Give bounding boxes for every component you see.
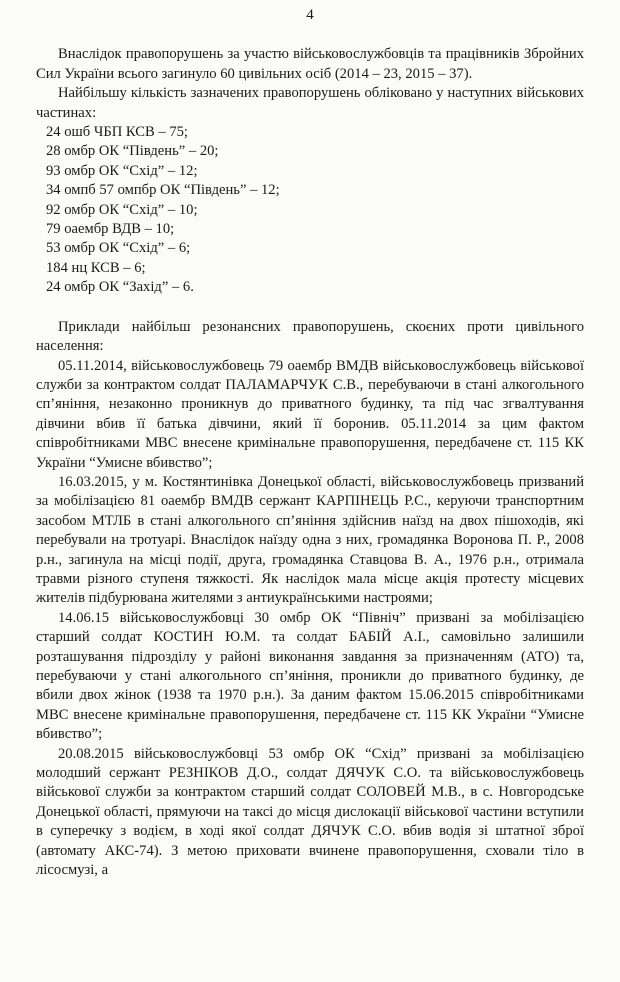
case-paragraph: 05.11.2014, військовослужбовець 79 оаембр ВМДВ військовослужбовець військової служби за контрактом солдат ПАЛАМАРЧУК С.В., перебуваючи в стані алкогольного сп’яніння, незаконно проникнув до приватного будинку, та під час згвалтування дівчини вбив її батька дівчини, який її боронив. 05.11.2014 за цим фактом співробітниками МВС внесене кримінальне правопорушення, передбачене ст. 115 КК України “Умисне вбивство”; <box>36 357 584 471</box>
list-item: 28 омбр ОК “Південь” – 20; <box>46 143 219 160</box>
case-paragraph: 14.06.15 військовослужбовці 30 омбр ОК “Північ” призвані за мобілізацією старший солдат КОСТИН Ю.М. та солдат БАБІЙ А.І., самовільно залишили розташування підрозділу у районі виконання завдання за призначенням (АТО) та, перебуваючи у стані алкогольного сп’яніння, проникли до приватного будинку, де вбили двох жінок (1938 та 1970 р.н.). За даним фактом 15.06.2015 співробітниками МВС внесене кримінальне правопорушення, передбачене ст. 115 КК України “Умисне вбивство”; <box>36 609 584 743</box>
list-item: 79 оаембр ВДВ – 10; <box>46 221 175 238</box>
units-list <box>36 123 584 298</box>
examples-intro: Приклади найбільш резонансних правопорушень, скоєних проти цивільного населення: <box>36 318 584 355</box>
list-item: 53 омбр ОК “Схід” – 6; <box>46 240 191 257</box>
list-item: 184 нц КСВ – 6; <box>46 259 146 276</box>
case-paragraph: 20.08.2015 військовослужбовці 53 омбр ОК “Схід” призвані за мобілізацією молодший сержант РЕЗНІКОВ Д.О., солдат ДЯЧУК С.О. та військовослужбовець військової служби за контрактом старший солдат СОЛОВЕЙ М.В., в с. Новгородське Донецької області, прямуючи на таксі до місця дислокації військової частини вступили в суперечку з водієм, в ході якої солдат ДЯЧУК С.О. вбив водія зі штатної зброї (автомату АКС-74). З метою приховати вчинене правопорушення, сховали тіло в лісосмузі, а <box>36 745 584 879</box>
list-item: 92 омбр ОК “Схід” – 10; <box>46 201 198 218</box>
units-intro: Найбільшу кількість зазначених правопорушень обліковано у наступних військових частинах: <box>36 85 584 121</box>
list-item: 93 омбр ОК “Схід” – 12; <box>46 162 198 179</box>
list-item: 34 омпб 57 омпбр ОК “Південь” – 12; <box>46 182 280 199</box>
intro-paragraph: Внаслідок правопорушень за участю військовослужбовців та працівників Збройних Сил України всього загинуло 60 цивільних осіб (2014 – 23, 2015 – 37). <box>36 46 584 82</box>
list-item: 24 ошб ЧБП КСВ – 75; <box>46 124 188 141</box>
case-paragraph: 16.03.2015, у м. Костянтинівка Донецької області, військовослужбовець призваний за мобілізацією 81 оаембр ВМДВ сержант КАРПІНЕЦЬ Р.С., керуючи транспортним засобом МТЛБ в стані алкогольного сп’яніння здійснив наїзд на двох пішоходів, які перебували на тротуарі. Внаслідок наїзду одна з них, громадянка Воронова П. Р., 2008 р.н., загинула на місці події, друга, громадянка Ставцова В. А., 1976 р.н., отримала травми різного ступеня тяжкості. Як наслідок мала місце акція протесту місцевих жителів підбурювана жителями з антиукраїнськими настроями; <box>36 473 584 607</box>
page-number: 4 <box>306 7 314 23</box>
list-item: 24 омбр ОК “Захід” – 6. <box>46 279 194 296</box>
